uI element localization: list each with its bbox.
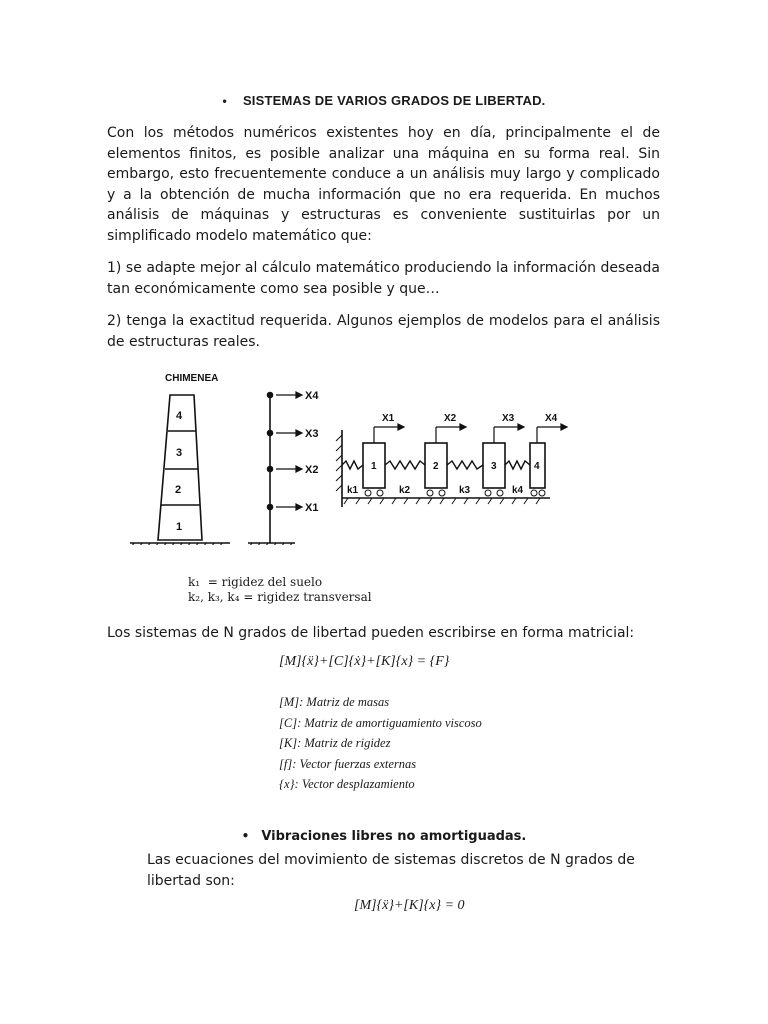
spring-k1-label: k1 <box>347 485 359 496</box>
chimney-floor-1: 1 <box>176 521 183 533</box>
definition-item: [C]: Matriz de amortiguamiento viscoso <box>279 715 482 730</box>
structural-models-figure <box>120 365 590 545</box>
paragraph-free-vibration: Las ecuaciones del movimiento de sistemas discretos de N grados de libertad son: <box>147 852 635 889</box>
definition-item: [M]: Matriz de masas <box>279 695 390 709</box>
legend-row: k₁ = rigidez del suelo <box>188 575 323 589</box>
bullet-icon: • <box>222 94 227 108</box>
definition-item: [f]: Vector fuerzas externas <box>279 756 417 771</box>
lumped-mass-column <box>248 393 295 544</box>
section-title <box>0 93 768 108</box>
mass-x1-label: X1 <box>382 413 395 424</box>
section-title-text: SISTEMAS DE VARIOS GRADOS DE LIBERTAD. <box>242 93 546 108</box>
spring-k2-label: k2 <box>399 485 411 496</box>
paragraph-matrix-form: Los sistemas de N grados de libertad pueden escribirse en forma matricial: <box>107 625 635 641</box>
spring-k4-label: k4 <box>512 485 524 496</box>
legend-row: k₂, k₃, k₄ = rigidez transversal <box>188 590 372 604</box>
subsection-title-text: Vibraciones libres no amortiguadas. <box>261 829 527 844</box>
mass-x2-label: X2 <box>444 413 457 424</box>
mass-x4-label: X4 <box>545 413 558 424</box>
definitions-list <box>279 692 482 795</box>
chimney-floor-2: 2 <box>175 484 182 496</box>
column-x4-label: X4 <box>305 390 319 402</box>
paragraph-point-1: 1) se adapte mejor al cálculo matemático produciendo la información deseada tan económicamente como sea posible y que… <box>107 260 660 297</box>
definition-item: [K]: Matriz de rigidez <box>279 736 391 750</box>
mass-x3-label: X3 <box>502 413 515 424</box>
subsection-title <box>0 829 768 844</box>
equation-free-vibration: [M]{ẍ}+[K]{x} = 0 <box>354 898 465 913</box>
spring-k3-label: k3 <box>459 485 471 496</box>
mass-3-label: 3 <box>491 461 497 472</box>
displacement-arrows <box>276 392 302 510</box>
equation-of-motion: [M]{ẍ}+[C]{ẋ}+[K]{x} = {F} <box>279 654 450 669</box>
chimney-floor-3: 3 <box>176 447 183 459</box>
chimney-label: CHIMENEA <box>165 373 219 384</box>
column-x3-label: X3 <box>305 428 319 440</box>
mass-2-label: 2 <box>433 461 439 472</box>
figure-legend <box>188 575 372 605</box>
chimney-floor-4: 4 <box>176 410 183 422</box>
definition-item: {x}: Vector desplazamiento <box>279 777 415 791</box>
paragraph-intro: Con los métodos numéricos existentes hoy en día, principalmente el de elementos finitos, es posible analizar una máquina en su forma real. Sin embargo, esto frecuentemente conduce a un análisis muy largo y complicado y a la obtención de mucha información que no era requerida. En muchos análisis de máquinas y estructuras es conveniente sustituirlas por un simplificado modelo matemático que: <box>107 125 660 244</box>
mass-1-label: 1 <box>371 461 377 472</box>
bullet-icon: • <box>241 829 250 843</box>
column-x1-label: X1 <box>305 502 319 514</box>
column-x2-label: X2 <box>305 464 319 476</box>
paragraph-point-2: 2) tenga la exactitud requerida. Algunos ejemplos de modelos para el análisis de estructuras reales. <box>107 313 660 350</box>
mass-4-label: 4 <box>534 461 540 472</box>
